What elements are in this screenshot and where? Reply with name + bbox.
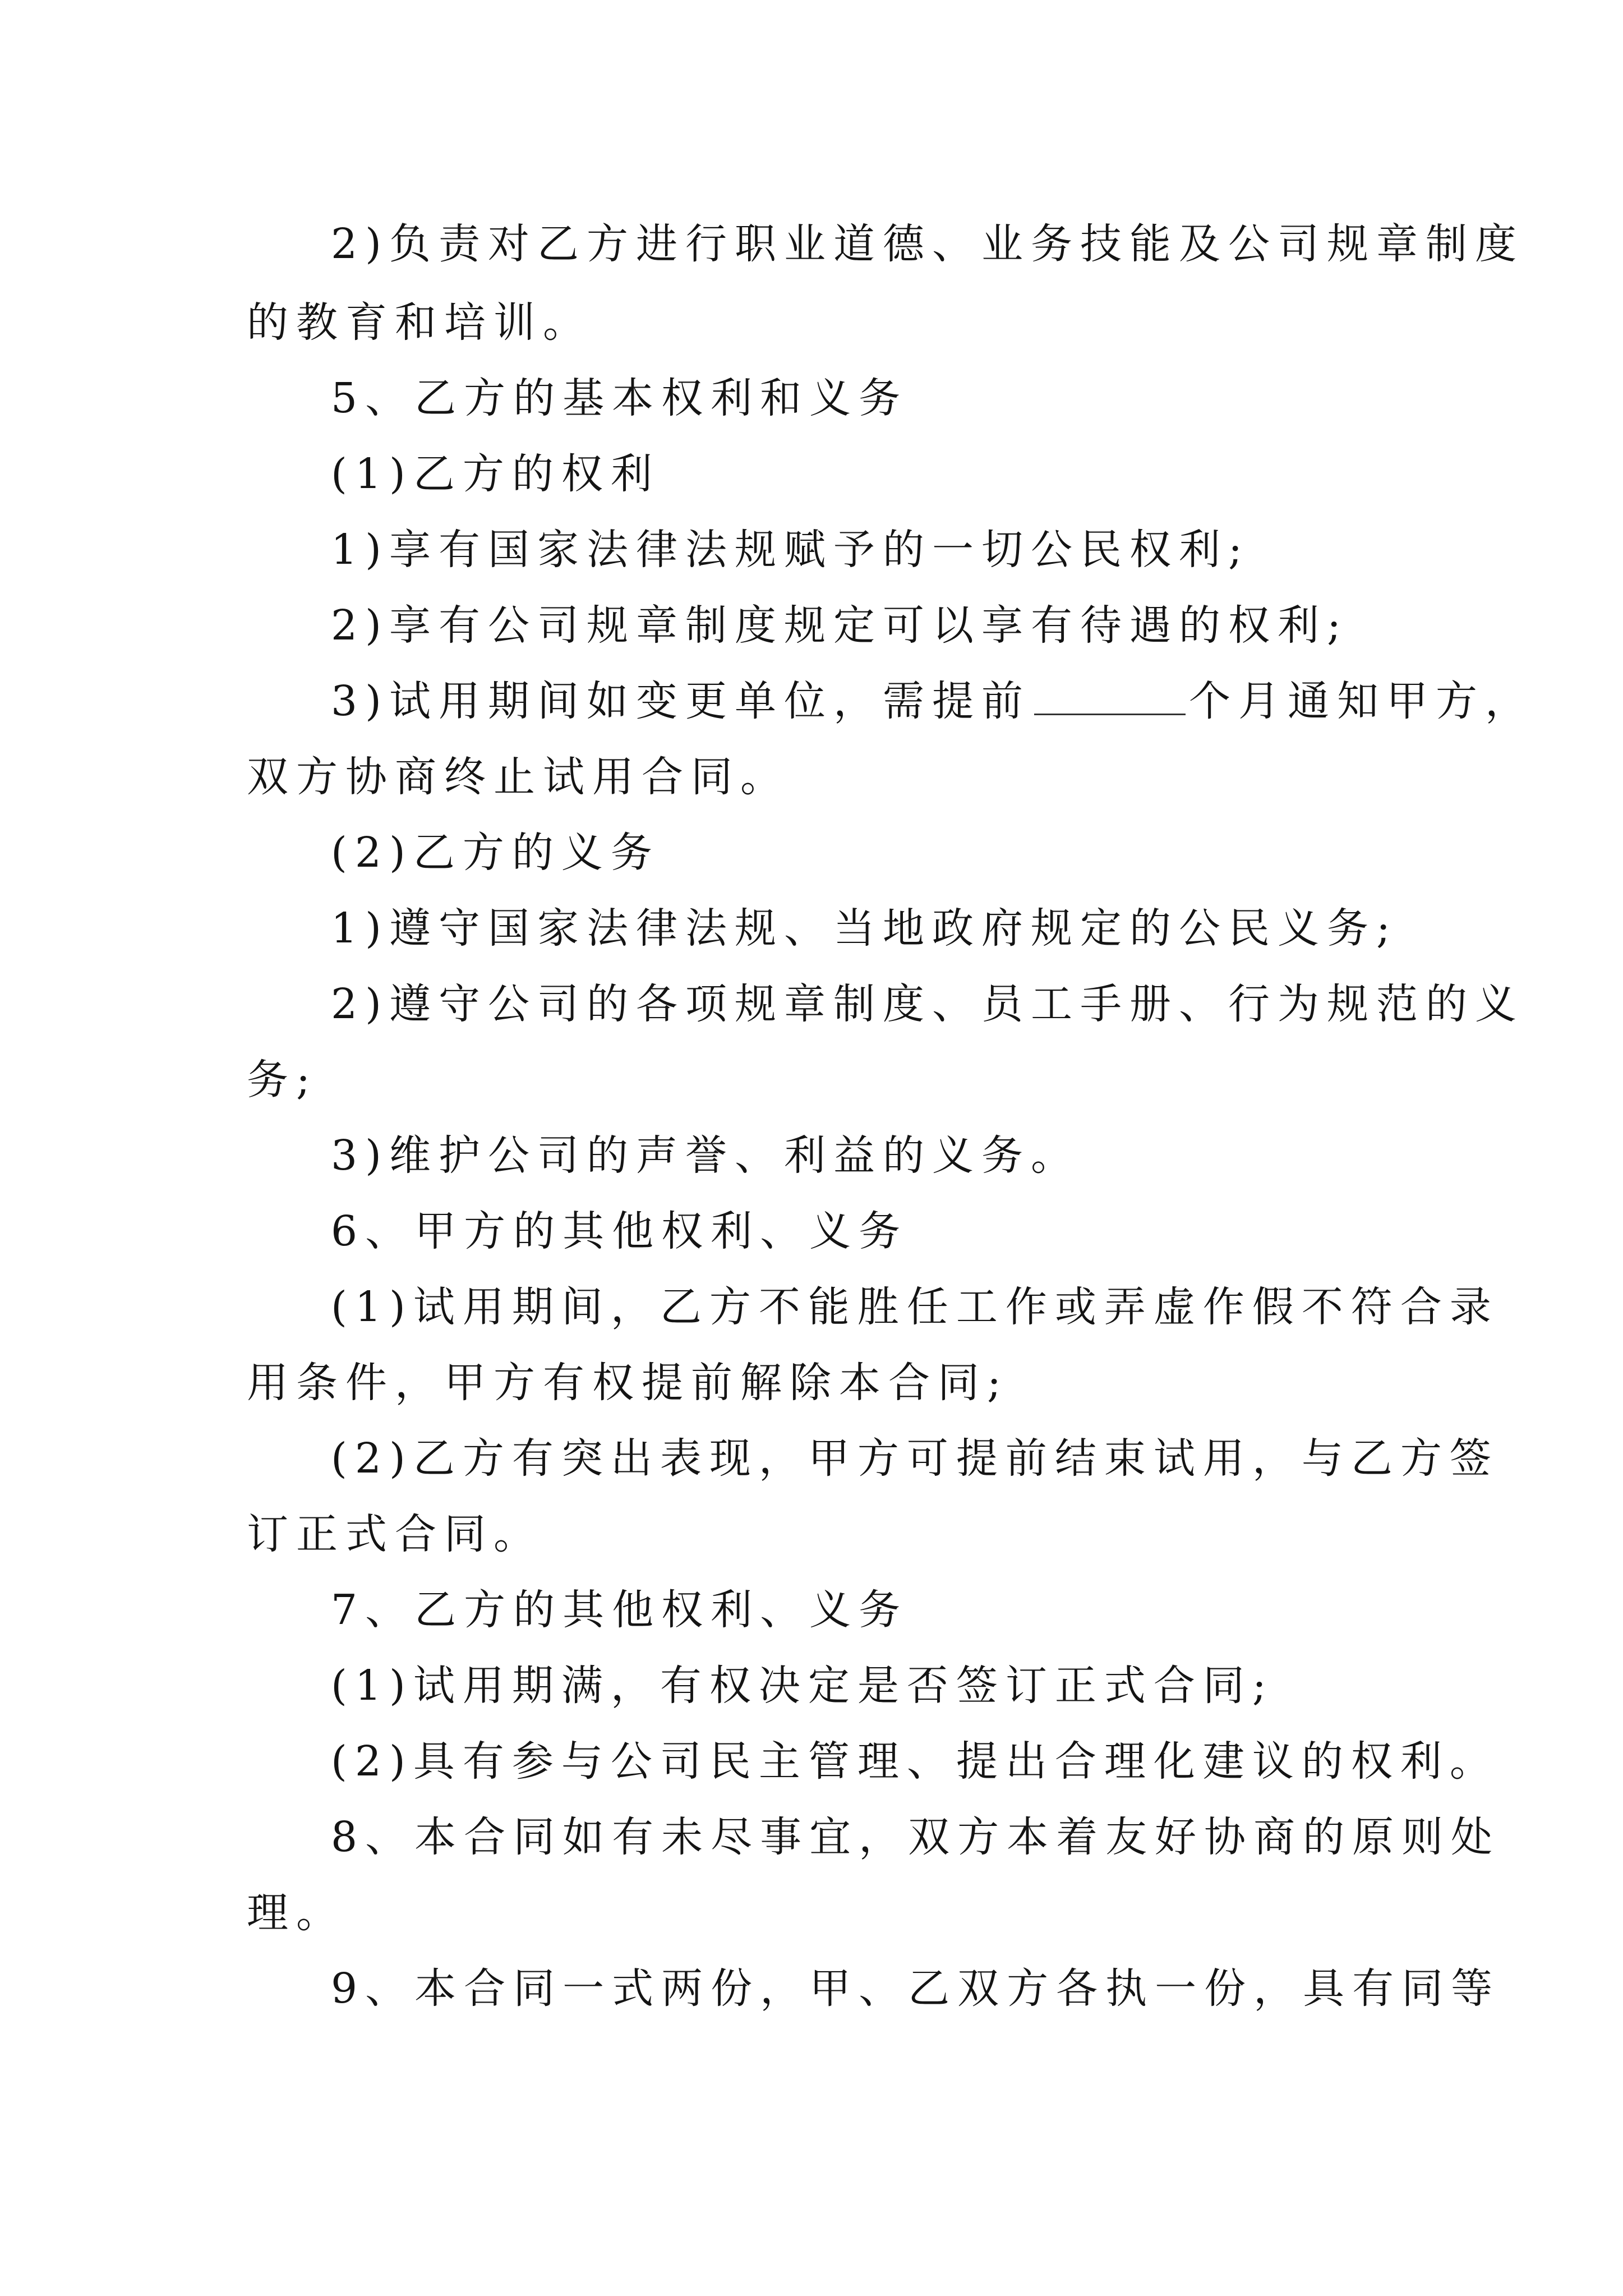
paragraph-line: 用条件，甲方有权提前解除本合同; xyxy=(247,1359,1009,1407)
list-item: (1)试用期满，有权决定是否签订正式合同; xyxy=(331,1662,1274,1710)
list-item: (2)具有参与公司民主管理、提出合理化建议的权利。 xyxy=(331,1737,1499,1786)
list-item: 1)遵守国家法律法规、当地政府规定的公民义务; xyxy=(331,904,1398,953)
list-item-text: 个月通知甲方， xyxy=(1188,677,1534,725)
list-item: 3)维护公司的声誉、利益的义务。 xyxy=(331,1131,1080,1180)
paragraph-line: 订正式合同。 xyxy=(247,1510,543,1558)
list-item: (1)试用期间，乙方不能胜任工作或弄虚作假不符合录 xyxy=(331,1283,1499,1331)
paragraph-line: 务; xyxy=(247,1056,318,1104)
paragraph-line: 的教育和培训。 xyxy=(247,298,592,347)
list-item-text: 3)试用期间如变更单位，需提前 xyxy=(331,677,1031,725)
section-heading: 8、本合同如有未尽事宜，双方本着友好协商的原则处 xyxy=(331,1813,1501,1861)
list-item: 2)遵守公司的各项规章制度、员工手册、行为规范的义 xyxy=(331,980,1524,1028)
list-item: (2)乙方有突出表现，甲方可提前结束试用，与乙方签 xyxy=(331,1434,1499,1483)
section-heading: 6、甲方的其他权利、义务 xyxy=(331,1207,909,1255)
fill-in-blank xyxy=(1034,679,1186,715)
list-item xyxy=(331,673,1534,729)
list-item: 2)享有公司规章制度规定可以享有待遇的权利; xyxy=(331,601,1349,650)
paragraph-line: 2)负责对乙方进行职业道德、业务技能及公司规章制度 xyxy=(331,220,1524,268)
section-heading: 5、乙方的基本权利和义务 xyxy=(331,374,909,422)
paragraph-line: 理。 xyxy=(247,1889,345,1937)
section-heading: 7、乙方的其他权利、义务 xyxy=(331,1586,909,1634)
subsection-heading: (2)乙方的义务 xyxy=(331,829,660,877)
subsection-heading: (1)乙方的权利 xyxy=(331,450,660,498)
section-heading: 9、本合同一式两份，甲、乙双方各执一份，具有同等 xyxy=(331,1964,1501,2013)
list-item: 1)享有国家法律法规赋予的一切公民权利; xyxy=(331,526,1250,574)
paragraph-line: 双方协商终止试用合同。 xyxy=(247,753,790,801)
